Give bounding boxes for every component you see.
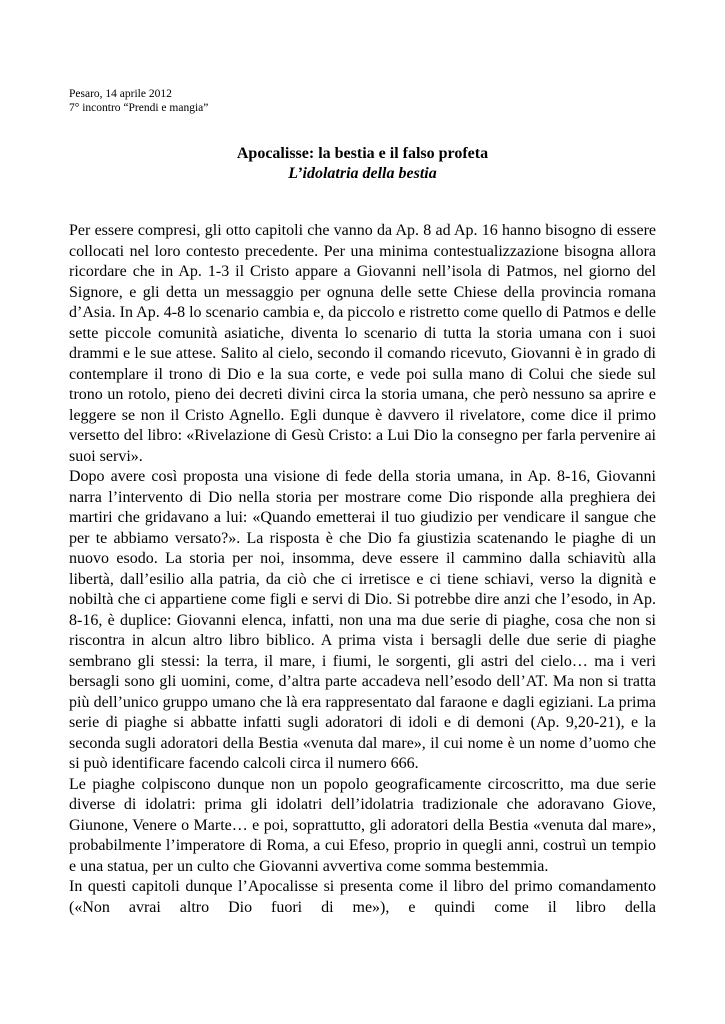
title-block <box>0 144 725 184</box>
paragraph-3: Le piaghe colpiscono dunque non un popolo geograficamente circoscritto, ma due serie diverse di idolatri: prima gli idolatri dell’idolatria tradizionale che adoravano Giove, Giunone, Venere o Marte… e poi, soprattutto, gli adoratori della Bestia «venuta dal mare», probabilmente l’imperatore di Roma, a cui Efeso, proprio in quegli anni, costruì un tempio e una statua, per un culto che Giovanni avvertiva come somma bestemmia. <box>69 775 656 875</box>
document-subtitle: L’idolatria della bestia <box>288 165 437 182</box>
document-title: Apocalisse: la bestia e il falso profeta <box>236 145 489 162</box>
document-header <box>69 87 208 115</box>
paragraph-1: Per essere compresi, gli otto capitoli che vanno da Ap. 8 ad Ap. 16 hanno bisogno di essere collocati nel loro contesto precedente. Per una minima contestualizzazione bisogna allora ricordare che in Ap. 1-3 il Cristo appare a Giovanni nell’isola di Patmos, nel giorno del Signore, e gli detta un messaggio per ognuna delle sette Chiese della provincia romana d’Asia. In Ap. 4-8 lo scenario cambia e, da piccolo e ristretto come quello di Patmos e delle sette piccole comunità asiatiche, diventa lo scenario di tutta la storia umana con i suoi drammi e le sue attese. Salito al cielo, secondo il comando ricevuto, Giovanni è in grado di contemplare il trono di Dio e la sua corte, e vede poi sulla mano di Colui che siede sul trono un rotolo, pieno dei decreti divini circa la storia umana, che però nessuno sa aprire e leggere se non il Cristo Agnello. Egli dunque è davvero il rivelatore, come dice il primo versetto del libro: «Rivelazione di Gesù Cristo: a Lui Dio la consegno per farla pervenire ai suoi servi». <box>69 222 656 465</box>
body-text <box>69 221 656 918</box>
paragraph-4: In questi capitoli dunque l’Apocalisse si presenta come il libro del primo comandamento («Non avrai altro Dio fuori di me»), e quindi come il libro della <box>69 878 656 916</box>
place-date: Pesaro, 14 aprile 2012 <box>69 88 172 100</box>
paragraph-2: Dopo avere così proposta una visione di fede della storia umana, in Ap. 8-16, Giovanni narra l’intervento di Dio nella storia per mostrare come Dio risponde alla preghiera dei martiri che gridavano a lui: «Quando emetterai il tuo giudizio per vendicare il sangue che per te abbiamo versato?». La risposta è che Dio fa giustizia scatenando le piaghe di un nuovo esodo. La storia per noi, insomma, deve essere il cammino dalla schiavitù alla libertà, dall’esilio alla patria, da ciò che ci irretisce e ci tiene schiavi, verso la dignità e nobiltà che ci appartiene come figli e servi di Dio. Si potrebbe dire anzi che l’esodo, in Ap. 8-16, è duplice: Giovanni elenca, infatti, non una ma due serie di piaghe, cosa che non si riscontra in alcun altro libro biblico. A prima vista i bersagli delle due serie di piaghe sembrano gli stessi: la terra, il mare, i fiumi, le sorgenti, gli astri del cielo… ma i veri bersagli sono gli uomini, come, d’altra parte accadeva nell’esodo dell’AT. Ma non si tratta più dell’unico gruppo umano che là era rappresentato dal faraone e dagli egiziani. La prima serie di piaghe si abbatte infatti sugli adoratori di idoli e di demoni (Ap. 9,20-21), e la seconda sugli adoratori della Bestia «venuta dal mare», il cui nome è un nome d’uomo che si può identificare facendo calcoli circa il numero 666. <box>69 468 656 772</box>
meeting-label: 7° incontro “Prendi e mangia” <box>69 102 209 114</box>
